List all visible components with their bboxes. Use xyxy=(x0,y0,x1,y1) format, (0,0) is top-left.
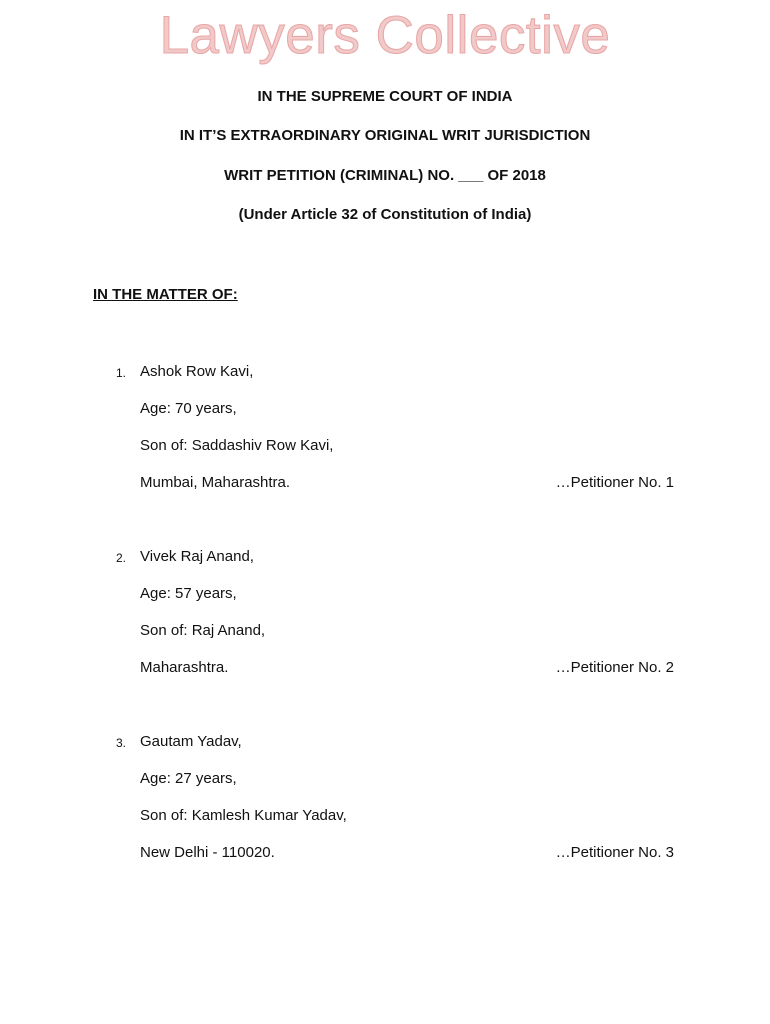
watermark-logo: Lawyers Collective xyxy=(159,6,611,65)
petitioner-parent: Son of: Kamlesh Kumar Yadav, xyxy=(140,807,347,824)
petitioner-age: Age: 27 years, xyxy=(140,770,237,787)
petitioner-name: Ashok Row Kavi, xyxy=(140,363,254,380)
petitioner-name: Vivek Raj Anand, xyxy=(140,548,254,565)
petition-number-heading: WRIT PETITION (CRIMINAL) NO. ___ OF 2018 xyxy=(224,167,546,184)
petitioner-address: New Delhi - 110020. xyxy=(140,844,275,861)
petitioner-age: Age: 70 years, xyxy=(140,400,237,417)
matter-heading: IN THE MATTER OF: xyxy=(93,286,238,303)
petitioner-parent: Son of: Saddashiv Row Kavi, xyxy=(140,437,334,454)
petitioner-role: …Petitioner No. 1 xyxy=(555,474,674,491)
petitioner-parent: Son of: Raj Anand, xyxy=(140,622,266,639)
jurisdiction-heading: IN IT’S EXTRAORDINARY ORIGINAL WRIT JURISDICTION xyxy=(179,127,591,144)
petitioner-number: 1. xyxy=(116,366,127,380)
petitioner-number: 3. xyxy=(116,736,127,750)
petitioner-number: 2. xyxy=(116,551,127,565)
petitioner-address: Mumbai, Maharashtra. xyxy=(140,474,291,491)
petitioner-role: …Petitioner No. 2 xyxy=(555,659,674,676)
petitioner-age: Age: 57 years, xyxy=(140,585,237,602)
article-heading: (Under Article 32 of Constitution of India) xyxy=(238,206,532,223)
petitioner-name: Gautam Yadav, xyxy=(140,733,242,750)
petitioner-address: Maharashtra. xyxy=(140,659,229,676)
petitioner-role: …Petitioner No. 3 xyxy=(555,844,674,861)
court-heading: IN THE SUPREME COURT OF INDIA xyxy=(257,88,513,105)
